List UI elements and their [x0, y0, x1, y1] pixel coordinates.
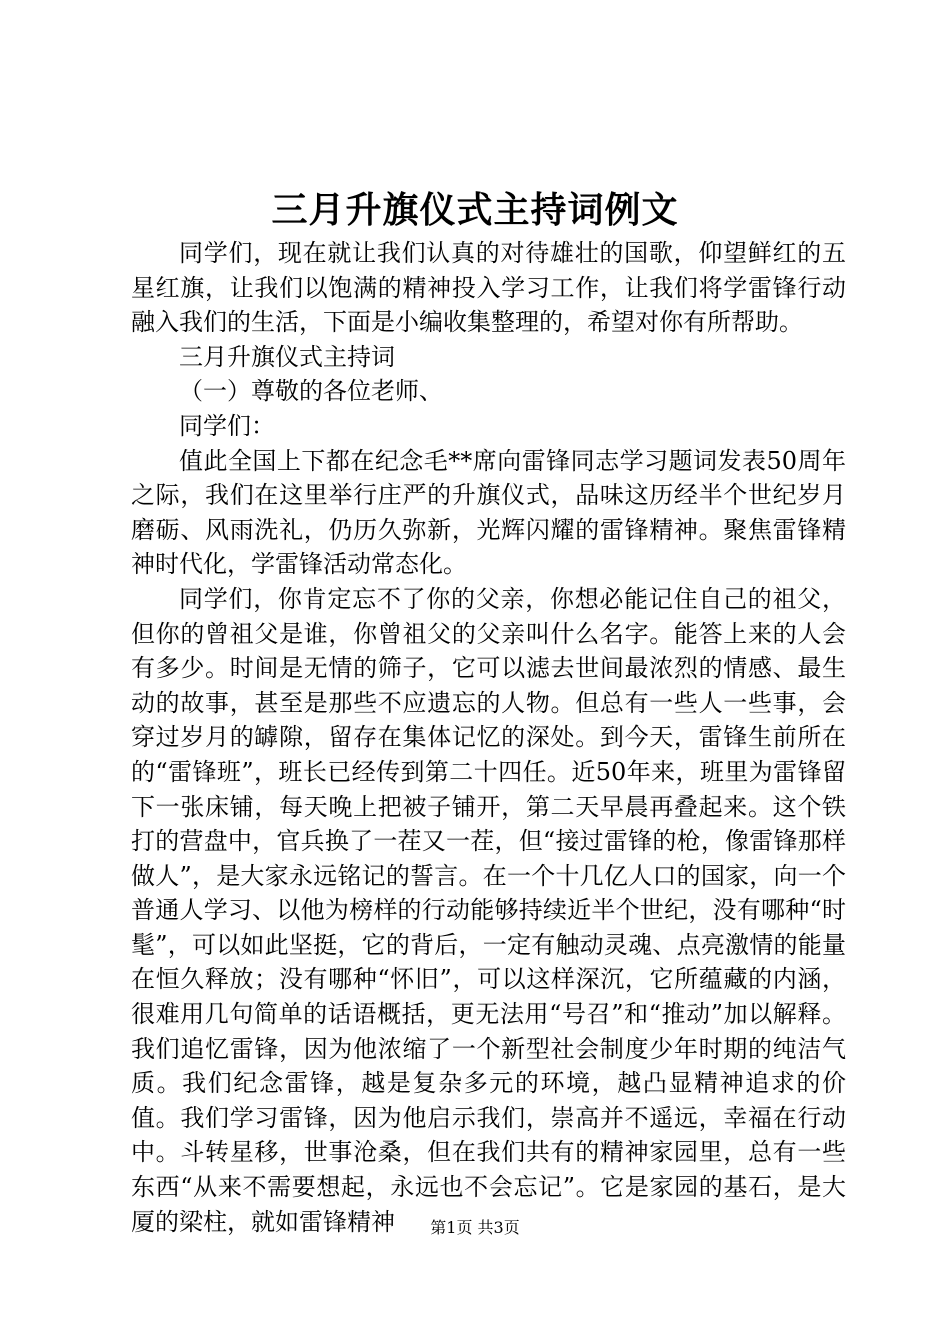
paragraph-intro: 同学们，现在就让我们认真的对待雄壮的国歌，仰望鲜红的五星红旗，让我们以饱满的精神投入学习工作，让我们将学雷锋行动融入我们的生活，下面是小编收集整理的，希望对你有所帮助。 [131, 239, 846, 337]
page-footer: 第1页 共3页 [430, 1218, 520, 1237]
document-title: 三月升旗仪式主持词例文 [271, 189, 679, 231]
paragraph-subtitle: 三月升旗仪式主持词 [179, 342, 395, 371]
paragraph-main: 同学们，你肯定忘不了你的父亲，你想必能记住自己的祖父，但你的曾祖父是谁，你曾祖父的父亲叫什么名字。能答上来的人会有多少。时间是无情的筛子，它可以滤去世间最浓烈的情感、最生动的故事，甚至是那些不应遗忘的人物。但总有一些人一些事，会穿过岁月的罅隙，留存在集体记忆的深处。到今天，雷锋生前所在的“雷锋班”，班长已经传到第二十四任。近50年来，班里为雷锋留下一张床铺，每天晚上把被子铺开，第二天早晨再叠起来。这个铁打的营盘中，官兵换了一茬又一茬，但“接过雷锋的枪，像雷锋那样做人”，是大家永远铭记的誓言。在一个十几亿人口的国家，向一个普通人学习、以他为榜样的行动能够持续近半个世纪，没有哪种“时髦”，可以如此坚挺，它的背后，一定有触动灵魂、点亮激情的能量在恒久释放；没有哪种“怀旧”，可以这样深沉，它所蕴藏的内涵，很难用几句简单的话语概括，更无法用“号召”和“推动”加以解释。我们追忆雷锋，因为他浓缩了一个新型社会制度少年时期的纯洁气质。我们纪念雷锋，越是复杂多元的环境，越凸显精神追求的价值。我们学习雷锋，因为他启示我们，崇高并不遥远，幸福在行动中。斗转星移，世事沧桑，但在我们共有的精神家园里，总有一些东西“从来不需要想起，永远也不会忘记”。它是家园的基石，是大厦的梁柱，就如雷锋精神 [131, 584, 846, 1236]
document-body [131, 236, 846, 1239]
paragraph-anniversary: 值此全国上下都在纪念毛**席向雷锋同志学习题词发表50周年之际，我们在这里举行庄严的升旗仪式，品味这历经半个世纪岁月磨砺、风雨洗礼，仍历久弥新，光辉闪耀的雷锋精神。聚焦雷锋精神时代化，学雷锋活动常态化。 [131, 446, 846, 579]
paragraph-salutation-1: （一）尊敬的各位老师、 [179, 377, 443, 406]
paragraph-salutation-2: 同学们： [179, 411, 275, 440]
